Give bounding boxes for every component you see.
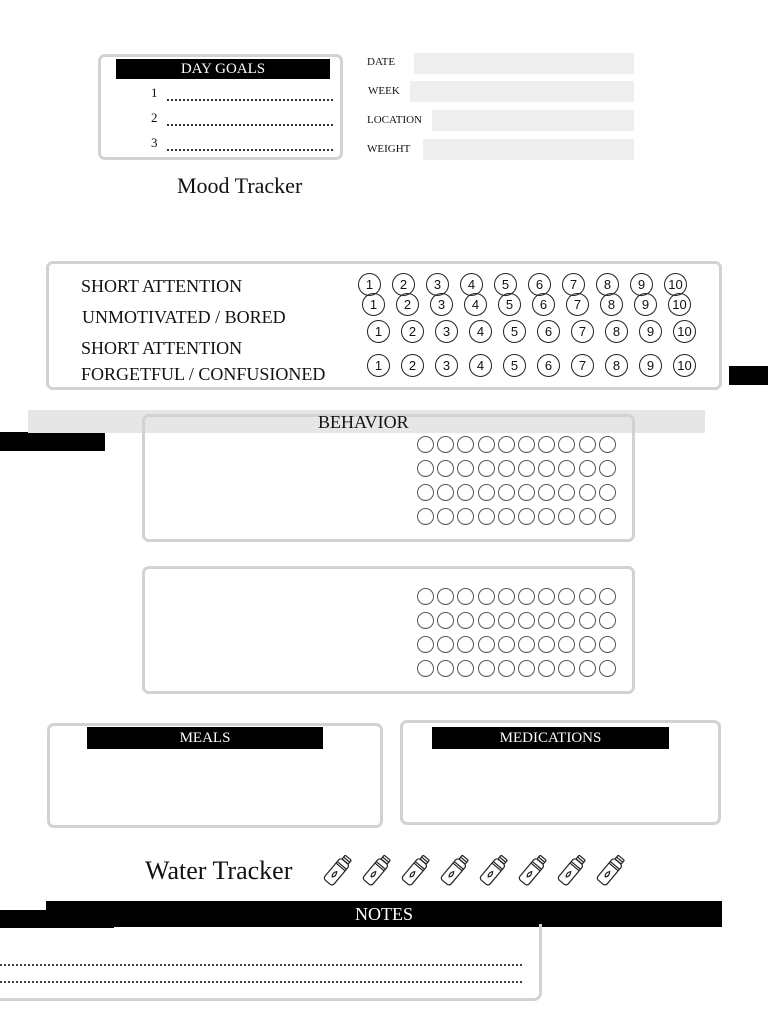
behavior-title: BEHAVIOR bbox=[318, 412, 409, 432]
behavior-circle[interactable] bbox=[498, 660, 515, 677]
water-bottle-icon[interactable] bbox=[320, 850, 356, 890]
meals-title: MEALS bbox=[179, 730, 231, 746]
behavior-circle[interactable] bbox=[518, 460, 535, 477]
behavior-circle[interactable] bbox=[498, 508, 515, 525]
behavior-circle[interactable] bbox=[518, 508, 535, 525]
mood-scale-circle[interactable]: 10 bbox=[673, 320, 696, 343]
behavior-circle[interactable] bbox=[437, 436, 454, 453]
behavior-circle[interactable] bbox=[478, 612, 495, 629]
behavior-circle[interactable] bbox=[437, 460, 454, 477]
water-bottle-icon[interactable] bbox=[515, 850, 551, 890]
behavior-circle[interactable] bbox=[498, 436, 515, 453]
behavior-circle[interactable] bbox=[579, 436, 596, 453]
behavior-circle[interactable] bbox=[538, 636, 555, 653]
side-black-bar-right bbox=[729, 366, 768, 385]
mood-scale-row-2 bbox=[362, 293, 702, 316]
behavior-circle[interactable] bbox=[437, 484, 454, 501]
mood-scale-circle[interactable]: 1 bbox=[367, 354, 390, 377]
water-bottle-icon[interactable] bbox=[437, 850, 473, 890]
behavior-circle[interactable] bbox=[457, 460, 474, 477]
weight-label: WEIGHT bbox=[367, 143, 411, 155]
mood-scale-row-3 bbox=[367, 320, 707, 343]
behavior-circle[interactable] bbox=[457, 436, 474, 453]
mood-scale-circle[interactable]: 8 bbox=[596, 273, 619, 296]
mood-scale-row-4 bbox=[367, 354, 707, 377]
behavior-circle[interactable] bbox=[579, 460, 596, 477]
behavior-circle[interactable] bbox=[498, 484, 515, 501]
behavior-circle[interactable] bbox=[538, 460, 555, 477]
behavior-circle[interactable] bbox=[599, 484, 616, 501]
mood-scale-circle[interactable]: 2 bbox=[401, 320, 424, 343]
mood-scale-circle[interactable]: 4 bbox=[460, 273, 483, 296]
meals-header bbox=[87, 727, 323, 749]
water-bottle-icon[interactable] bbox=[593, 850, 629, 890]
behavior-circle[interactable] bbox=[437, 588, 454, 605]
meals-box bbox=[47, 723, 383, 828]
behavior-circle[interactable] bbox=[558, 612, 575, 629]
behavior-circle[interactable] bbox=[478, 636, 495, 653]
mood-scale-circle[interactable]: 1 bbox=[362, 293, 385, 316]
water-tracker-title: Water Tracker bbox=[145, 856, 293, 885]
mood-tracker-title: Mood Tracker bbox=[177, 173, 303, 198]
behavior-circle[interactable] bbox=[579, 508, 596, 525]
behavior-circle[interactable] bbox=[538, 508, 555, 525]
behavior-circle[interactable] bbox=[417, 460, 434, 477]
mood-scale-circle[interactable]: 9 bbox=[634, 293, 657, 316]
mood-scale-circle[interactable]: 8 bbox=[605, 354, 628, 377]
behavior-circle[interactable] bbox=[558, 484, 575, 501]
behavior-circle[interactable] bbox=[558, 436, 575, 453]
mood-scale-circle[interactable]: 10 bbox=[668, 293, 691, 316]
behavior-circle[interactable] bbox=[478, 588, 495, 605]
date-input[interactable] bbox=[414, 53, 634, 74]
mood-scale-circle[interactable]: 4 bbox=[464, 293, 487, 316]
mood-scale-circle[interactable]: 6 bbox=[537, 320, 560, 343]
mood-scale-circle[interactable]: 5 bbox=[503, 354, 526, 377]
mood-scale-circle[interactable]: 4 bbox=[469, 320, 492, 343]
behavior-circle[interactable] bbox=[599, 612, 616, 629]
medications-box bbox=[400, 720, 721, 825]
mood-label-3: SHORT ATTENTION bbox=[81, 338, 243, 358]
mood-scale-circle[interactable]: 5 bbox=[498, 293, 521, 316]
mood-scale-circle[interactable]: 4 bbox=[469, 354, 492, 377]
mood-scale-circle[interactable]: 7 bbox=[562, 273, 585, 296]
mood-scale-circle[interactable]: 6 bbox=[537, 354, 560, 377]
behavior-circle[interactable] bbox=[417, 484, 434, 501]
weight-input[interactable] bbox=[423, 139, 634, 160]
behavior-circle[interactable] bbox=[437, 660, 454, 677]
behavior-circle[interactable] bbox=[417, 588, 434, 605]
behavior-circle[interactable] bbox=[538, 484, 555, 501]
water-bottle-icon[interactable] bbox=[359, 850, 395, 890]
behavior-circle[interactable] bbox=[518, 660, 535, 677]
behavior-circle[interactable] bbox=[498, 460, 515, 477]
mood-scale-circle[interactable]: 7 bbox=[566, 293, 589, 316]
behavior-circle[interactable] bbox=[538, 660, 555, 677]
water-bottle-icon[interactable] bbox=[398, 850, 434, 890]
behavior-circle[interactable] bbox=[417, 436, 434, 453]
mood-scale-circle[interactable]: 2 bbox=[396, 293, 419, 316]
behavior-circle[interactable] bbox=[538, 612, 555, 629]
medications-title: MEDICATIONS bbox=[499, 730, 602, 746]
notes-title: NOTES bbox=[355, 904, 413, 924]
mood-scale-circle[interactable]: 9 bbox=[639, 354, 662, 377]
behavior-circle[interactable] bbox=[599, 436, 616, 453]
week-input[interactable] bbox=[410, 81, 634, 102]
location-input[interactable] bbox=[432, 110, 634, 131]
note-line-2[interactable] bbox=[0, 981, 522, 983]
week-label: WEEK bbox=[368, 85, 400, 97]
behavior-circle[interactable] bbox=[558, 460, 575, 477]
side-black-bar-left bbox=[0, 432, 105, 451]
behavior-circle[interactable] bbox=[599, 588, 616, 605]
behavior-circle[interactable] bbox=[457, 588, 474, 605]
behavior-circle[interactable] bbox=[478, 660, 495, 677]
behavior-circle[interactable] bbox=[579, 636, 596, 653]
behavior-circle[interactable] bbox=[599, 636, 616, 653]
behavior-circle[interactable] bbox=[417, 636, 434, 653]
behavior-circle[interactable] bbox=[457, 484, 474, 501]
mood-scale-circle[interactable]: 6 bbox=[528, 273, 551, 296]
behavior-circle[interactable] bbox=[437, 508, 454, 525]
mood-scale-circle[interactable]: 3 bbox=[426, 273, 449, 296]
behavior-circle[interactable] bbox=[417, 612, 434, 629]
medications-header bbox=[432, 727, 669, 749]
behavior-circle[interactable] bbox=[478, 484, 495, 501]
behavior-circle[interactable] bbox=[579, 612, 596, 629]
goal-line-3[interactable]: 3 bbox=[151, 135, 333, 151]
behavior-circle[interactable] bbox=[558, 660, 575, 677]
mood-scale-circle[interactable]: 3 bbox=[430, 293, 453, 316]
mood-scale-circle[interactable]: 8 bbox=[600, 293, 623, 316]
behavior-circle[interactable] bbox=[457, 612, 474, 629]
behavior-circle[interactable] bbox=[599, 660, 616, 677]
mood-scale-circle[interactable]: 6 bbox=[532, 293, 555, 316]
mood-scale-circle[interactable]: 7 bbox=[571, 354, 594, 377]
day-goals-header bbox=[116, 59, 330, 79]
behavior-circle[interactable] bbox=[498, 612, 515, 629]
behavior-circle[interactable] bbox=[457, 636, 474, 653]
mood-scale-circle[interactable]: 10 bbox=[664, 273, 687, 296]
behavior-circle[interactable] bbox=[599, 508, 616, 525]
mood-scale-circle[interactable]: 2 bbox=[392, 273, 415, 296]
behavior-circle[interactable] bbox=[538, 588, 555, 605]
mood-scale-circle[interactable]: 1 bbox=[358, 273, 381, 296]
mood-scale-circle[interactable]: 9 bbox=[639, 320, 662, 343]
behavior-circle[interactable] bbox=[518, 436, 535, 453]
behavior-circle[interactable] bbox=[457, 660, 474, 677]
behavior-circle[interactable] bbox=[599, 460, 616, 477]
mood-scale-circle[interactable]: 1 bbox=[367, 320, 390, 343]
behavior-circle[interactable] bbox=[518, 636, 535, 653]
location-label: LOCATION bbox=[367, 114, 422, 126]
behavior-circle[interactable] bbox=[417, 508, 434, 525]
behavior-circle[interactable] bbox=[579, 484, 596, 501]
behavior-circle[interactable] bbox=[518, 612, 535, 629]
mood-label-4: FORGETFUL / CONFUSIONED bbox=[81, 364, 326, 384]
mood-scale-circle[interactable]: 2 bbox=[401, 354, 424, 377]
mood-scale-circle[interactable]: 7 bbox=[571, 320, 594, 343]
mood-scale-circle[interactable]: 10 bbox=[673, 354, 696, 377]
behavior-circle[interactable] bbox=[478, 460, 495, 477]
date-label: DATE bbox=[367, 56, 396, 68]
behavior-circle[interactable] bbox=[478, 436, 495, 453]
mood-scale-circle[interactable]: 9 bbox=[630, 273, 653, 296]
behavior-circle[interactable] bbox=[437, 612, 454, 629]
behavior-circle[interactable] bbox=[538, 436, 555, 453]
mood-scale-circle[interactable]: 8 bbox=[605, 320, 628, 343]
goal-line-1[interactable]: 1 bbox=[151, 85, 333, 101]
mood-scale-circle[interactable]: 3 bbox=[435, 354, 458, 377]
water-bottle-icon[interactable] bbox=[476, 850, 512, 890]
notes-box bbox=[0, 924, 542, 1001]
behavior-circle[interactable] bbox=[457, 508, 474, 525]
behavior-circle[interactable] bbox=[558, 636, 575, 653]
day-goals-box bbox=[98, 54, 343, 160]
behavior-circle[interactable] bbox=[417, 660, 434, 677]
behavior-circle[interactable] bbox=[579, 588, 596, 605]
mood-scale-circle[interactable]: 3 bbox=[435, 320, 458, 343]
behavior-circle[interactable] bbox=[478, 508, 495, 525]
mood-label-1: SHORT ATTENTION bbox=[81, 276, 243, 296]
note-line-1[interactable] bbox=[0, 964, 522, 966]
mood-scale-circle[interactable]: 5 bbox=[494, 273, 517, 296]
behavior-grid-1 bbox=[417, 436, 619, 532]
behavior-circle[interactable] bbox=[579, 660, 596, 677]
goal-line-2[interactable]: 2 bbox=[151, 110, 333, 126]
behavior-grid-2 bbox=[417, 588, 619, 684]
behavior-circle[interactable] bbox=[518, 484, 535, 501]
behavior-circle[interactable] bbox=[498, 636, 515, 653]
behavior-circle[interactable] bbox=[437, 636, 454, 653]
mood-scale-circle[interactable]: 5 bbox=[503, 320, 526, 343]
behavior-circle[interactable] bbox=[498, 588, 515, 605]
behavior-circle[interactable] bbox=[518, 588, 535, 605]
water-bottle-icon[interactable] bbox=[554, 850, 590, 890]
behavior-circle[interactable] bbox=[558, 588, 575, 605]
behavior-circle[interactable] bbox=[558, 508, 575, 525]
day-goals-title: DAY GOALS bbox=[180, 61, 266, 77]
mood-label-2: UNMOTIVATED / BORED bbox=[82, 307, 286, 327]
